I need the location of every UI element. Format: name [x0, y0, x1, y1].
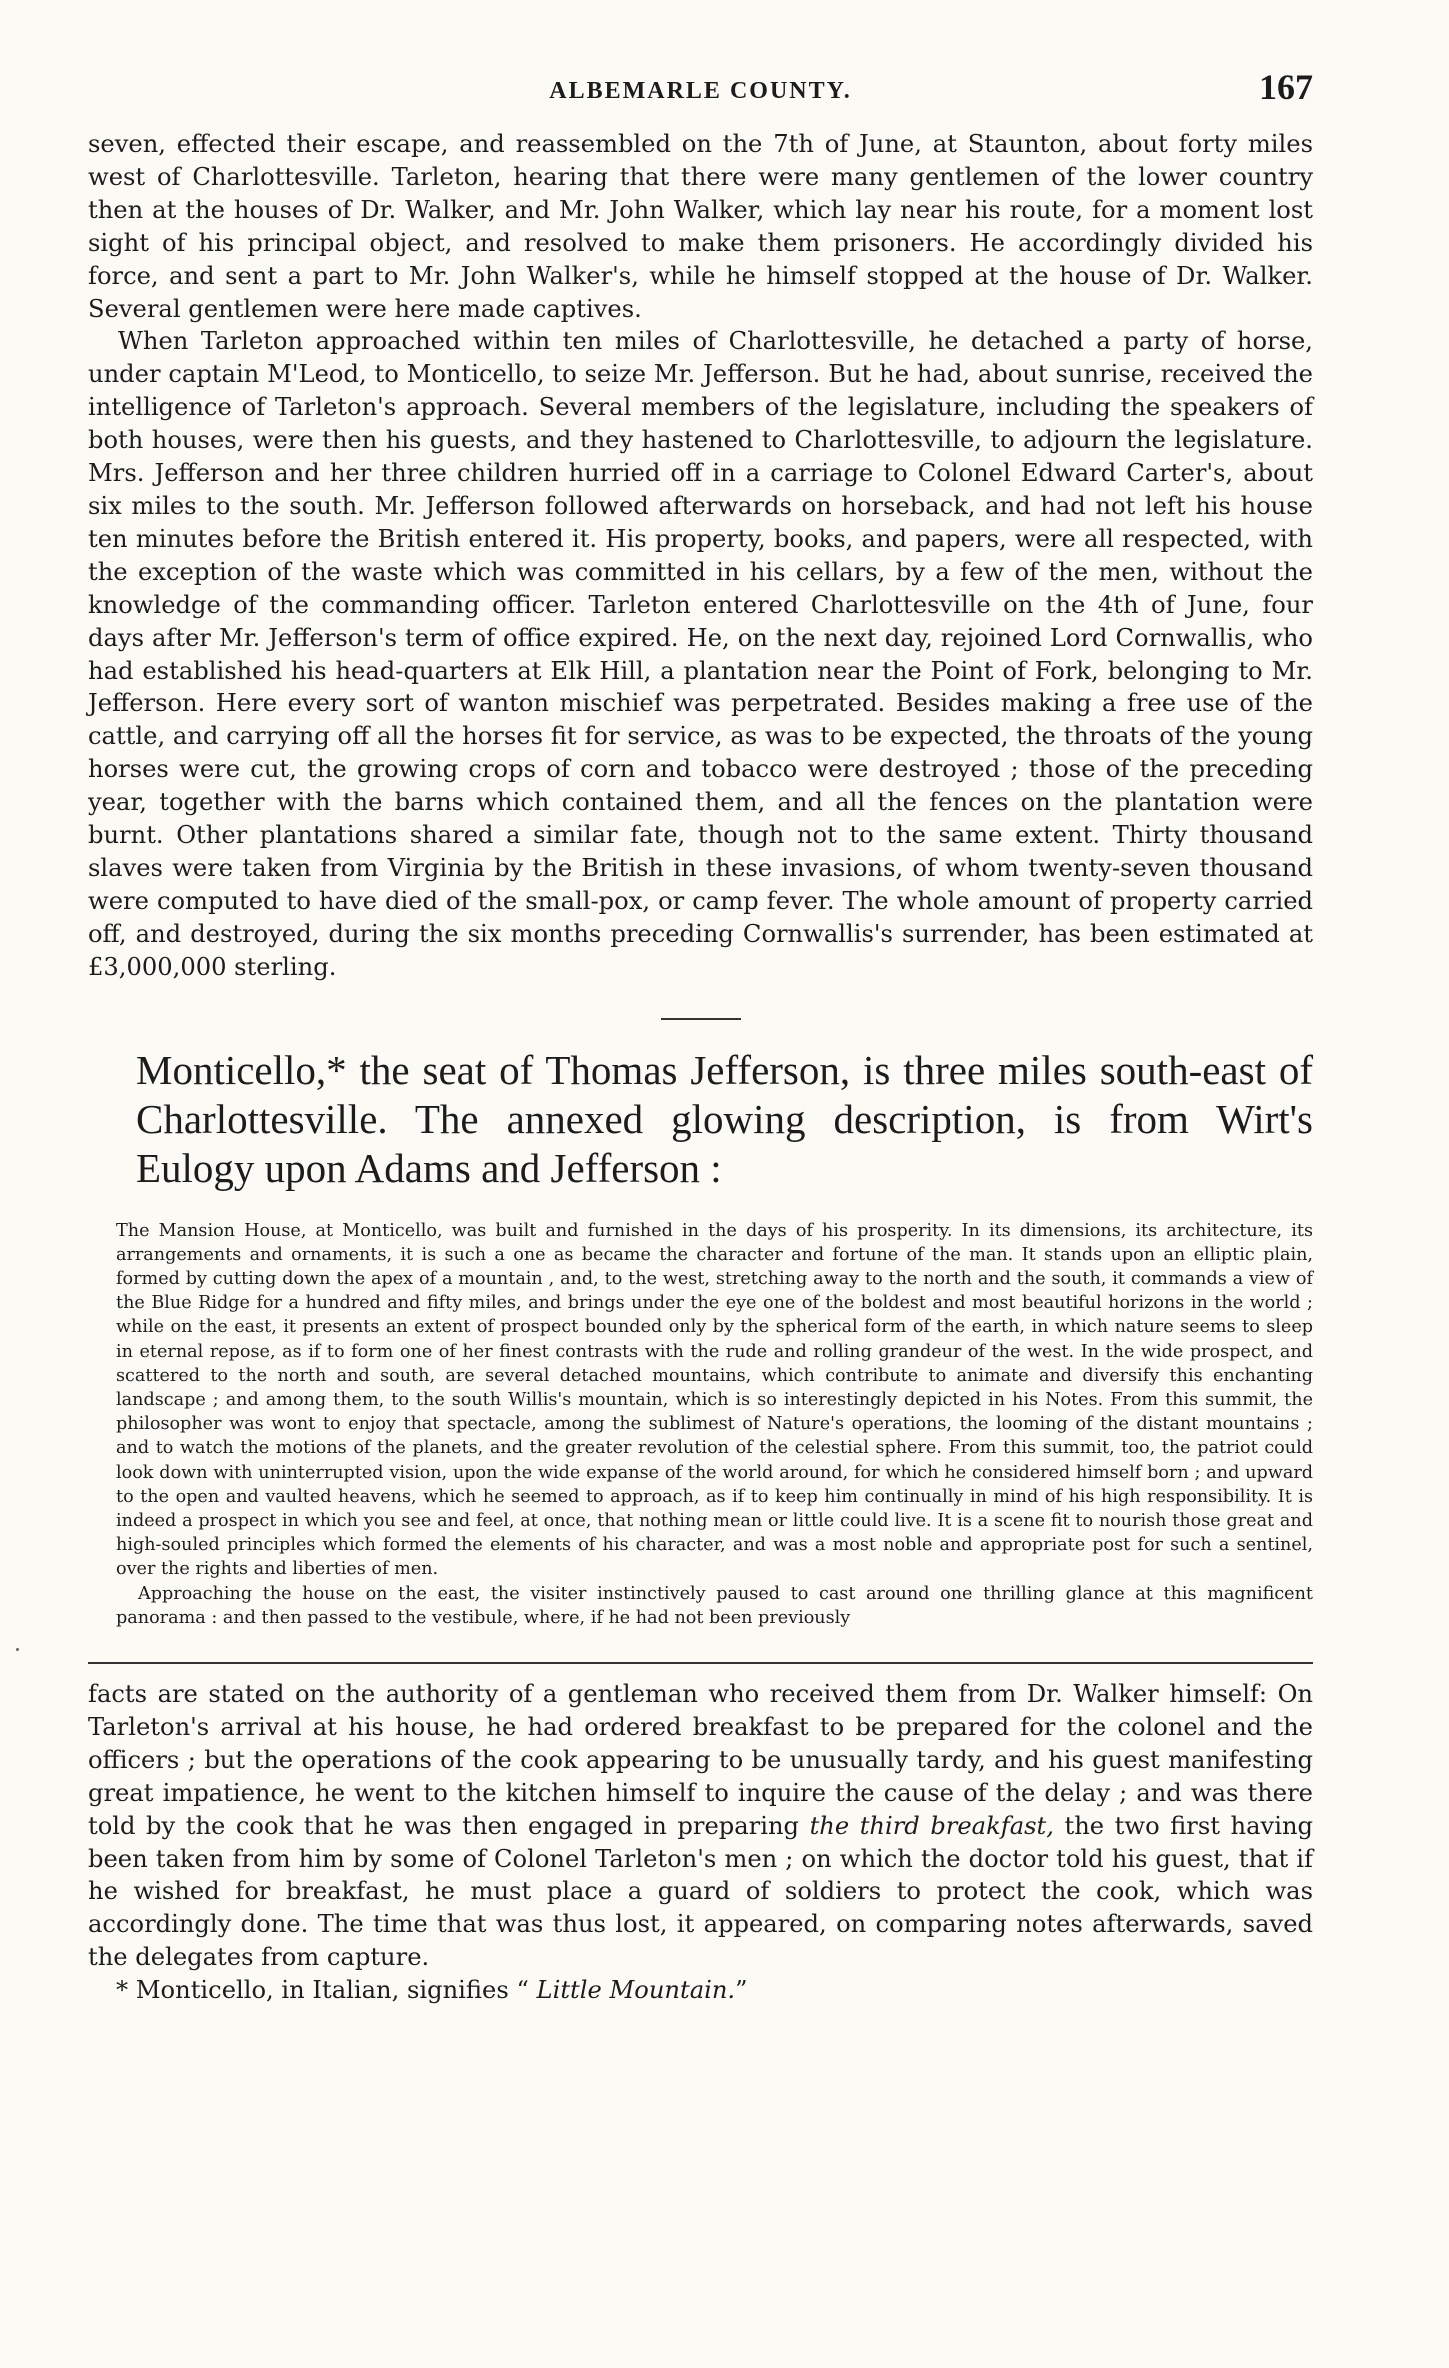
- paragraph-tarleton-raid: When Tarleton approached within ten miles of Charlottesville, he detached a party of horse, under captain M'Leod, to Monticello, to seize Mr. Jefferson. But he had, about sunrise, received the intelligence of Tarleton's approach. Several members of the legislature, including the speakers of both houses, were then his guests, and they hastened to Charlottesville, to adjourn the legislature. Mrs. Jefferson and her three children hurried off in a carriage to Colonel Edward Carter's, about six miles to the south. Mr. Jefferson followed afterwards on horseback, and had not left his house ten minutes before the British entered it. His property, books, and papers, were all respected, with the exception of the waste which was committed in his cellars, by a few of the men, without the knowledge of the commanding officer. Tarleton entered Charlottesville on the 4th of June, four days after Mr. Jefferson's term of office expired. He, on the next day, rejoined Lord Cornwallis, who had established his head-quarters at Elk Hill, a plantation near the Point of Fork, belonging to Mr. Jefferson. Here every sort of wanton mischief was perpetrated. Besides making a free use of the cattle, and carrying off all the horses fit for service, as was to be expected, the throats of the young horses were cut, the growing crops of corn and tobacco were destroyed ; those of the preceding year, together with the barns which contained them, and all the fences on the plantation were burnt. Other plantations shared a similar fate, though not to the same extent. Thirty thousand slaves were taken from Virginia by the British in these invasions, of whom twenty-seven thousand were computed to have died of the small-pox, or camp fever. The whole amount of property carried off, and destroyed, during the six months preceding Cornwallis's surrender, has been estimated at £3,000,000 sterling.: [88, 327, 1313, 981]
- footnote-divider: [88, 1662, 1313, 1664]
- footnote-continuation: [88, 1678, 1313, 1974]
- footnote-text-before: facts are stated on the authority of a gentleman who received them from Dr. Walker himself: On Tarleton's arrival at his house, he had ordered breakfast to be prepared for the colonel and the officers ; but the operations of the cook appearing to be unusually tardy, and his guest manifesting great impatience, he went to the kitchen himself to inquire the cause of the delay ; and was there told by the cook that he was then engaged in preparing: [88, 1680, 1313, 1840]
- book-page: [88, 60, 1313, 2007]
- running-title: ALBEMARLE COUNTY.: [549, 78, 852, 104]
- footnote-text-after: the two first having been taken from him by some of Colonel Tarleton's men ; on which the doctor told his guest, that if he wished for breakfast, he must place a guard of soldiers to protect the cook, which was accordingly done. The time that was thus lost, it appeared, on comparing notes afterwards, saved the delegates from capture.: [88, 1811, 1314, 1972]
- footnotes: [88, 1678, 1313, 2007]
- margin-speck: [16, 1648, 19, 1651]
- footnote-monticello: [88, 1974, 1313, 2007]
- paragraph-continuation: seven, effected their escape, and reassembled on the 7th of June, at Staunton, about forty miles west of Charlottesville. Tarleton, hearing that there were many gentlemen of the lower country then at the houses of Dr. Walker, and Mr. John Walker, which lay near his route, for a moment lost sight of his principal object, and resolved to make them prisoners. He accordingly divided his force, and sent a part to Mr. John Walker's, while he himself stopped at the house of Dr. Walker. Several gentlemen were here made captives.: [88, 130, 1313, 323]
- quote-paragraph-approach: Approaching the house on the east, the visiter instinctively paused to cast around one thrilling glance at this magnificent panorama : and then passed to the vestibule, where, if he had not been previously: [116, 1583, 1313, 1628]
- page-number: 167: [1259, 67, 1313, 107]
- main-text: [88, 128, 1313, 984]
- quote-paragraph-mansion: The Mansion House, at Monticello, was built and furnished in the days of his prosperity. In its dimensions, its architecture, its arrangements and ornaments, it is such a one as became the character and fortune of the man. It stands upon an elliptic plain, formed by cutting down the apex of a mountain , and, to the west, stretching away to the north and the south, it commands a view of the Blue Ridge for a hundred and fifty miles, and brings under the eye one of the boldest and most beautiful horizons in the world ; while on the east, it presents an extent of prospect bounded only by the spherical form of the earth, in which nature seems to sleep in eternal repose, as if to form one of her finest contrasts with the rude and rolling grandeur of the west. In the wide prospect, and scattered to the north and south, are several detached mountains, which contribute to animate and diversify this enchanting landscape ; and among them, to the south Willis's mountain, which is so interestingly depicted in his Notes. From this summit, the philosopher was wont to enjoy that spectacle, among the sublimest of Nature's operations, the looming of the distant mountains ; and to watch the motions of the planets, and the greater revolution of the celestial sphere. From this summit, too, the patriot could look down with uninterrupted vision, upon the wide expanse of the world around, for which he considered himself born ; and upward to the open and vaulted heavens, which he seemed to approach, as if to keep him continually in mind of his high responsibility. It is indeed a prospect in which you see and feel, at once, that nothing mean or little could live. It is a scene fit to nourish those great and high-souled principles which formed the elements of his character, and was a most noble and appropriate post for such a sentinel, over the rights and liberties of men.: [116, 1220, 1313, 1580]
- monticello-heading: Monticello,* the seat of Thomas Jefferson, is three miles south-east of Charlottesville. The annexed glowing description, is from Wirt's Eulogy upon Adams and Jefferson :: [136, 1046, 1313, 1191]
- running-head: [88, 60, 1313, 110]
- wirt-eulogy-quote: [116, 1219, 1313, 1630]
- footnote-monticello-prefix: * Monticello, in Italian, signifies “: [116, 1976, 537, 2005]
- footnote-monticello-suffix: ”: [735, 1976, 748, 2005]
- footnote-emphasis: the third breakfast,: [809, 1811, 1054, 1840]
- footnote-monticello-emphasis: Little Mountain.: [536, 1976, 736, 2005]
- section-divider: [661, 1018, 741, 1020]
